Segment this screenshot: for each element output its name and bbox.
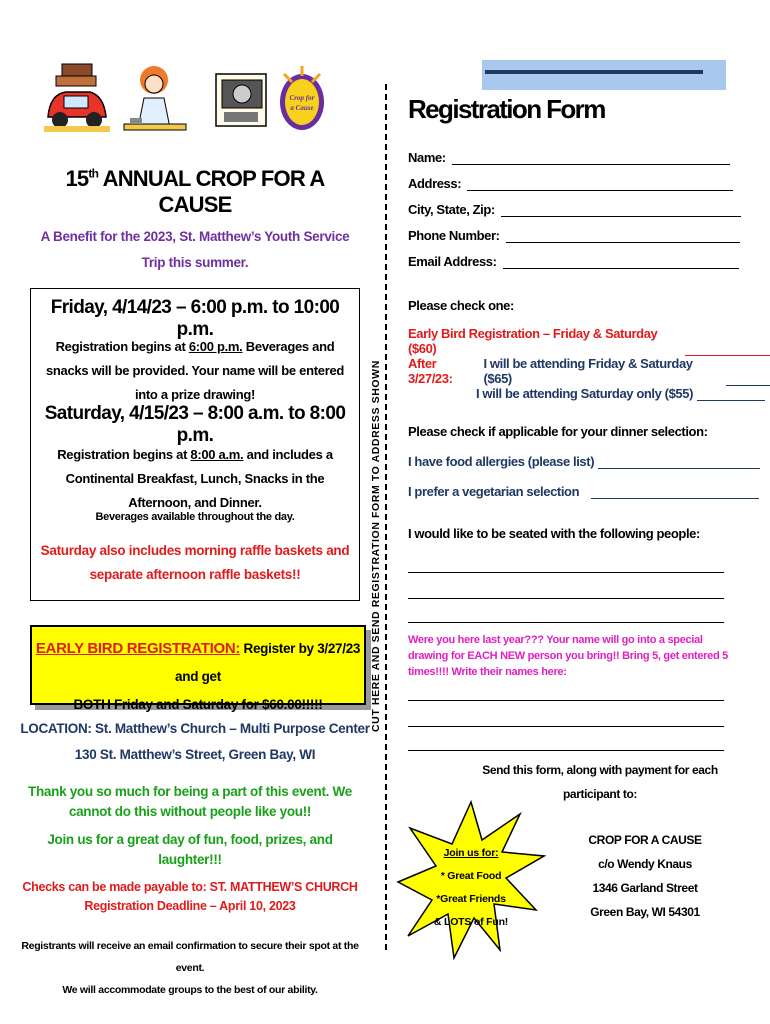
join-us-text: Join us for a great day of fun, food, prizes, and laughter!!! (47, 832, 333, 867)
checks-payable-text: Checks can be made payable to: ST. MATTHEW’S CHURCH Registration Deadline – April 10, 2023 (22, 880, 358, 913)
woman-clipart (120, 62, 190, 142)
city-state-zip-field[interactable]: City, State, Zip: (408, 202, 741, 217)
camera-bag-clipart (210, 62, 272, 142)
guest-names-line-2[interactable] (408, 726, 724, 727)
seated-with-line-2[interactable] (408, 598, 724, 599)
seated-with-line-3[interactable] (408, 622, 724, 623)
registration-form-title: Registration Form (408, 94, 605, 124)
car-clipart (42, 62, 112, 142)
email-address-field[interactable]: Email Address: (408, 254, 739, 269)
beverages-note: Beverages available throughout the day. (95, 511, 295, 523)
location-text: LOCATION: St. Matthew’s Church – Multi Purpose Center 130 St. Matthew’s Street, Green Bay, WI (20, 721, 370, 762)
address-field[interactable]: Address: (408, 176, 733, 191)
phone-number-field[interactable]: Phone Number: (408, 228, 740, 243)
saturday-only-option[interactable]: I will be attending Saturday only ($55) (476, 386, 765, 401)
early-bird-option[interactable]: Early Bird Registration – Friday & Saturday ($60) (408, 326, 770, 356)
thanks-text: Thank you so much for being a part of this event. We cannot do this without people like you!! (28, 784, 352, 819)
svg-text:Crop for: Crop for (289, 94, 315, 102)
crop-for-a-cause-badge-icon (278, 64, 326, 132)
seated-with-label: I would like to be seated with the following people: (408, 526, 700, 541)
early-bird-box: EARLY BIRD REGISTRATION: Register by 3/27/23 and get BOTH Friday and Saturday for $60.00!!!!! (30, 625, 366, 705)
cut-line-text: CUT HERE AND SEND REGISTRATION FORM TO ADDRESS SHOWN (370, 360, 382, 732)
send-instructions: Send this form, along with payment for each participant to: (482, 763, 718, 801)
mailing-address: CROP FOR A CAUSE c/o Wendy Knaus 1346 Garland Street Green Bay, WI 54301 (588, 833, 702, 919)
schedule-box (30, 288, 360, 601)
cut-line (385, 84, 387, 950)
after-date-option[interactable]: After 3/27/23: I will be attending Friday & Saturday ($65) (408, 356, 770, 386)
friday-heading: Friday, 4/14/23 – 6:00 p.m. to 10:00 p.m. (50, 297, 340, 340)
guest-names-line-1[interactable] (408, 700, 724, 701)
raffle-note: Saturday also includes morning raffle baskets and separate afternoon raffle baskets!! (40, 543, 350, 582)
vegetarian-option[interactable]: I prefer a vegetarian selection (408, 484, 759, 499)
food-allergies-option[interactable]: I have food allergies (please list) (408, 454, 760, 469)
event-title: 15th ANNUAL CROP FOR A CAUSE (65, 166, 325, 217)
burst-text: Join us for: * Great Food *Great Friends & LOTS of Fun! (433, 847, 509, 928)
saturday-heading: Saturday, 4/15/23 – 8:00 a.m. to 8:00 p.m. (44, 403, 346, 446)
check-one-label: Please check one: (408, 298, 514, 313)
footer-note: Registrants will receive an email confirmation to secure their spot at the event. We will accommodate groups to the best of our ability. (21, 940, 359, 996)
saturday-details: Registration begins at 8:00 a.m. and includes a Continental Breakfast, Lunch, Snacks in the Afternoon, and Dinner. (57, 447, 333, 510)
seated-with-line-1[interactable] (408, 572, 724, 573)
benefit-text: A Benefit for the 2023, St. Matthew’s Youth Service Trip this summer. (40, 229, 350, 270)
form-header-bar (482, 60, 726, 90)
friday-details: Registration begins at 6:00 p.m. Beverages and snacks will be provided. Your name will be entered into a prize drawing! (45, 339, 345, 402)
dinner-selection-heading: Please check if applicable for your dinner selection: (408, 424, 708, 439)
svg-text:a Cause: a Cause (290, 104, 314, 112)
name-field[interactable]: Name: (408, 150, 730, 165)
guest-names-line-3[interactable] (408, 750, 724, 751)
last-year-note: Were you here last year??? Your name will go into a special drawing for EACH NEW person you bring!! Bring 5, get entered 5 times!!!! Write their names here: (408, 634, 728, 678)
